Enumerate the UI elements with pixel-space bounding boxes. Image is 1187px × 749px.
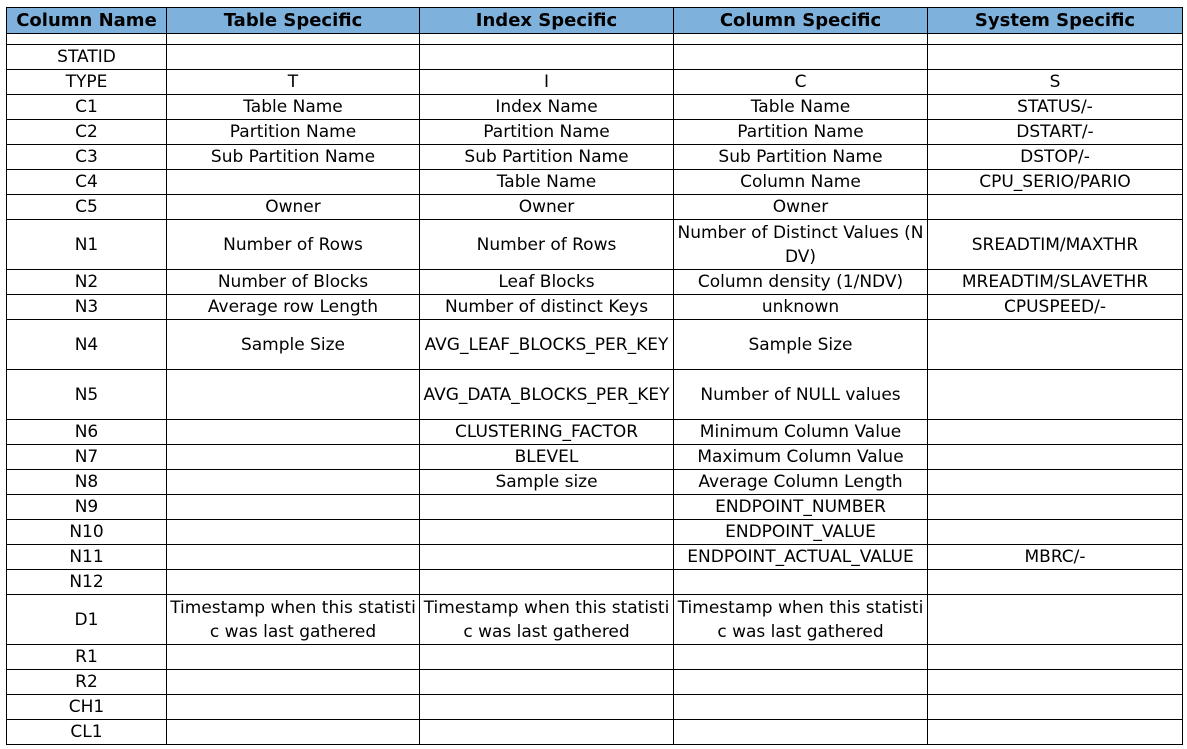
table-row [7, 170, 1183, 195]
table-row [7, 645, 1183, 670]
cell-index-specific: Index Name [420, 95, 674, 120]
table-row [7, 70, 1183, 95]
spacer-cell [7, 34, 167, 45]
cell-column-name: D1 [7, 595, 167, 645]
cell-index-specific: Leaf Blocks [420, 270, 674, 295]
cell-system-specific [928, 645, 1183, 670]
cell-table-specific: Timestamp when this statistic was last gathered [167, 595, 420, 645]
cell-column-name: CH1 [7, 695, 167, 720]
cell-system-specific: DSTART/- [928, 120, 1183, 145]
cell-table-specific [167, 645, 420, 670]
cell-index-specific: Number of distinct Keys [420, 295, 674, 320]
cell-index-specific: AVG_LEAF_BLOCKS_PER_KEY [420, 320, 674, 370]
header-column-specific: Column Specific [674, 8, 928, 34]
table-row [7, 195, 1183, 220]
cell-system-specific [928, 470, 1183, 495]
table-row [7, 570, 1183, 595]
cell-index-specific [420, 545, 674, 570]
cell-column-name: N9 [7, 495, 167, 520]
cell-index-specific: Table Name [420, 170, 674, 195]
table-row [7, 295, 1183, 320]
cell-table-specific: Table Name [167, 95, 420, 120]
cell-column-specific [674, 570, 928, 595]
cell-table-specific [167, 170, 420, 195]
cell-column-name: CL1 [7, 720, 167, 745]
cell-column-specific: Partition Name [674, 120, 928, 145]
cell-system-specific: CPUSPEED/- [928, 295, 1183, 320]
cell-table-specific: T [167, 70, 420, 95]
cell-system-specific: SREADTIM/MAXTHR [928, 220, 1183, 270]
cell-table-specific: Partition Name [167, 120, 420, 145]
cell-index-specific: Number of Rows [420, 220, 674, 270]
cell-column-name: N7 [7, 445, 167, 470]
cell-index-specific [420, 695, 674, 720]
table-row [7, 545, 1183, 570]
cell-column-specific: Timestamp when this statistic was last gathered [674, 595, 928, 645]
cell-column-name: N6 [7, 420, 167, 445]
cell-system-specific [928, 370, 1183, 420]
cell-index-specific: I [420, 70, 674, 95]
cell-column-name: N4 [7, 320, 167, 370]
cell-system-specific [928, 420, 1183, 445]
cell-column-name: N8 [7, 470, 167, 495]
cell-table-specific: Sample Size [167, 320, 420, 370]
cell-column-name: STATID [7, 45, 167, 70]
cell-table-specific: Owner [167, 195, 420, 220]
table-row [7, 695, 1183, 720]
cell-table-specific [167, 520, 420, 545]
spacer-cell [674, 34, 928, 45]
table-row [7, 420, 1183, 445]
table-row [7, 45, 1183, 70]
cell-system-specific [928, 570, 1183, 595]
table-row [7, 145, 1183, 170]
cell-index-specific [420, 520, 674, 545]
cell-system-specific: STATUS/- [928, 95, 1183, 120]
cell-column-specific [674, 720, 928, 745]
cell-system-specific [928, 595, 1183, 645]
table-row [7, 595, 1183, 645]
cell-index-specific: CLUSTERING_FACTOR [420, 420, 674, 445]
cell-table-specific [167, 45, 420, 70]
cell-table-specific [167, 570, 420, 595]
table-row [7, 470, 1183, 495]
cell-system-specific [928, 520, 1183, 545]
header-column-name: Column Name [7, 8, 167, 34]
cell-system-specific: S [928, 70, 1183, 95]
table-row [7, 495, 1183, 520]
cell-column-specific: ENDPOINT_NUMBER [674, 495, 928, 520]
cell-column-specific: Average Column Length [674, 470, 928, 495]
cell-column-specific [674, 670, 928, 695]
table-row [7, 120, 1183, 145]
cell-column-specific: unknown [674, 295, 928, 320]
cell-system-specific: DSTOP/- [928, 145, 1183, 170]
cell-system-specific: MBRC/- [928, 545, 1183, 570]
cell-column-name: N2 [7, 270, 167, 295]
cell-system-specific [928, 45, 1183, 70]
cell-system-specific [928, 670, 1183, 695]
cell-table-specific [167, 420, 420, 445]
cell-column-name: C2 [7, 120, 167, 145]
cell-column-name: R2 [7, 670, 167, 695]
cell-index-specific: Sub Partition Name [420, 145, 674, 170]
cell-column-name: C4 [7, 170, 167, 195]
cell-column-specific: ENDPOINT_ACTUAL_VALUE [674, 545, 928, 570]
cell-system-specific [928, 495, 1183, 520]
cell-index-specific: Sample size [420, 470, 674, 495]
cell-system-specific [928, 320, 1183, 370]
cell-table-specific [167, 495, 420, 520]
cell-system-specific [928, 720, 1183, 745]
cell-column-name: N5 [7, 370, 167, 420]
cell-index-specific: Owner [420, 195, 674, 220]
table-row [7, 370, 1183, 420]
cell-column-name: C1 [7, 95, 167, 120]
table-row [7, 320, 1183, 370]
cell-table-specific [167, 695, 420, 720]
table-row [7, 445, 1183, 470]
cell-system-specific [928, 195, 1183, 220]
header-table-specific: Table Specific [167, 8, 420, 34]
cell-index-specific: Timestamp when this statistic was last gathered [420, 595, 674, 645]
cell-index-specific [420, 670, 674, 695]
stats-table [6, 7, 1183, 745]
cell-table-specific: Sub Partition Name [167, 145, 420, 170]
cell-column-specific: Maximum Column Value [674, 445, 928, 470]
cell-index-specific: Partition Name [420, 120, 674, 145]
cell-column-specific: Table Name [674, 95, 928, 120]
cell-column-specific: Number of NULL values [674, 370, 928, 420]
cell-table-specific: Average row Length [167, 295, 420, 320]
cell-index-specific [420, 495, 674, 520]
cell-system-specific: MREADTIM/SLAVETHR [928, 270, 1183, 295]
cell-table-specific: Number of Rows [167, 220, 420, 270]
spacer-cell [420, 34, 674, 45]
cell-column-specific: C [674, 70, 928, 95]
table-row [7, 720, 1183, 745]
header-system-specific: System Specific [928, 8, 1183, 34]
cell-column-specific: Sample Size [674, 320, 928, 370]
cell-system-specific: CPU_SERIO/PARIO [928, 170, 1183, 195]
header-row [7, 8, 1183, 34]
cell-index-specific: AVG_DATA_BLOCKS_PER_KEY [420, 370, 674, 420]
cell-column-specific: Column Name [674, 170, 928, 195]
cell-column-name: N12 [7, 570, 167, 595]
cell-table-specific [167, 370, 420, 420]
cell-column-specific: ENDPOINT_VALUE [674, 520, 928, 545]
cell-column-name: N3 [7, 295, 167, 320]
cell-column-specific: Column density (1/NDV) [674, 270, 928, 295]
cell-column-specific [674, 645, 928, 670]
cell-column-name: N11 [7, 545, 167, 570]
cell-index-specific: BLEVEL [420, 445, 674, 470]
cell-column-specific: Number of Distinct Values (NDV) [674, 220, 928, 270]
cell-column-name: N1 [7, 220, 167, 270]
cell-column-specific [674, 45, 928, 70]
spacer-row [7, 34, 1183, 45]
cell-column-specific: Owner [674, 195, 928, 220]
header-index-specific: Index Specific [420, 8, 674, 34]
cell-system-specific [928, 445, 1183, 470]
cell-table-specific: Number of Blocks [167, 270, 420, 295]
cell-system-specific [928, 695, 1183, 720]
cell-index-specific [420, 645, 674, 670]
table-row [7, 520, 1183, 545]
table-row [7, 270, 1183, 295]
cell-column-specific: Sub Partition Name [674, 145, 928, 170]
cell-column-specific: Minimum Column Value [674, 420, 928, 445]
cell-table-specific [167, 670, 420, 695]
cell-table-specific [167, 720, 420, 745]
cell-column-name: C5 [7, 195, 167, 220]
cell-index-specific [420, 570, 674, 595]
stats-table-container [6, 7, 1183, 745]
cell-index-specific [420, 45, 674, 70]
cell-table-specific [167, 545, 420, 570]
cell-column-name: C3 [7, 145, 167, 170]
table-row [7, 95, 1183, 120]
table-row [7, 670, 1183, 695]
cell-column-name: TYPE [7, 70, 167, 95]
cell-column-name: R1 [7, 645, 167, 670]
cell-table-specific [167, 470, 420, 495]
spacer-cell [167, 34, 420, 45]
table-row [7, 220, 1183, 270]
cell-column-name: N10 [7, 520, 167, 545]
spacer-cell [928, 34, 1183, 45]
cell-column-specific [674, 695, 928, 720]
cell-table-specific [167, 445, 420, 470]
cell-index-specific [420, 720, 674, 745]
